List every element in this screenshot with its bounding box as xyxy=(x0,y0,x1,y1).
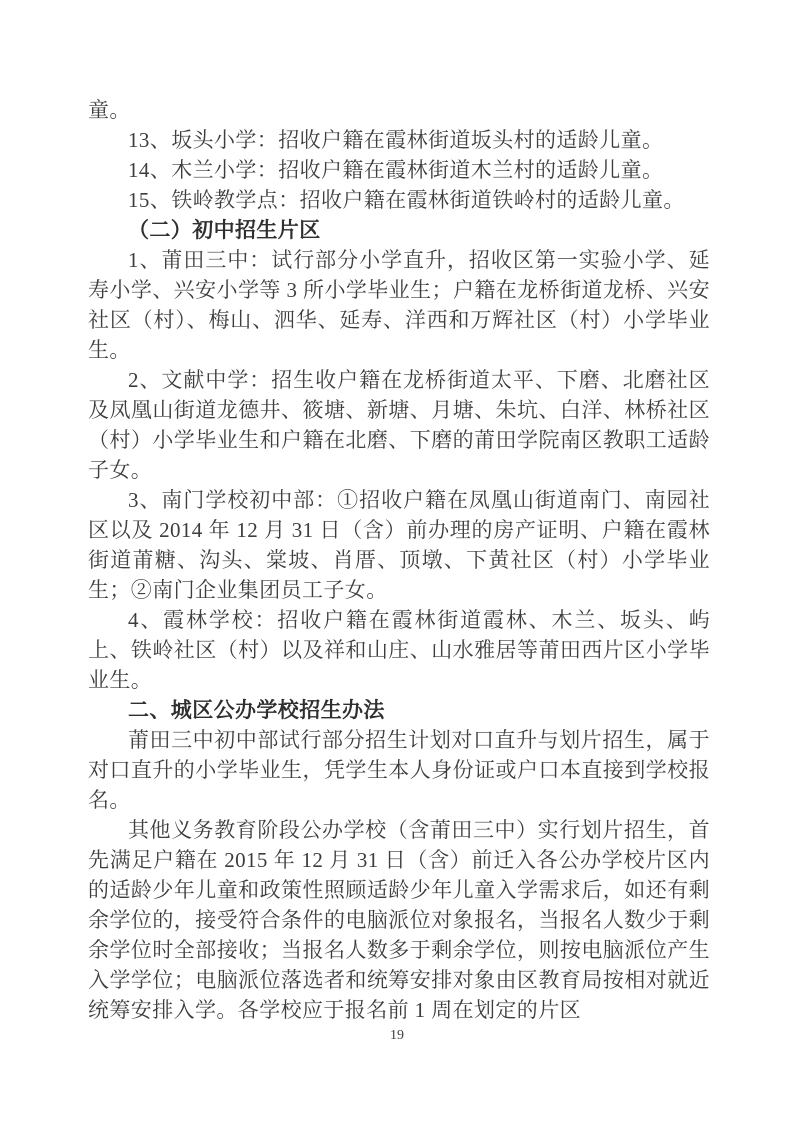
list-item-junior-3: 3、南门学校初中部：①招收户籍在凤凰山街道南门、南园社区以及 2014 年 12 月 31 日（含）前办理的房产证明、户籍在霞林街道莆糖、沟头、棠坡、肖厝、顶墩、下黄社区（村）小学毕业生；②南门企业集团员工子女。 xyxy=(88,488,710,602)
paragraph-direct-enrollment: 莆田三中初中部试行部分招生计划对口直升与划片招生，属于对口直升的小学毕业生，凭学生本人身份证或户口本直接到学校报名。 xyxy=(88,728,710,812)
list-item-primary-15: 15、铁岭教学点：招收户籍在霞林街道铁岭村的适龄儿童。 xyxy=(128,188,685,212)
document-body xyxy=(88,95,710,1025)
list-item-junior-4: 4、霞林学校：招收户籍在霞林街道霞林、木兰、坂头、屿上、铁岭社区（村）以及祥和山庄、山水雅居等莆田西片区小学毕业生。 xyxy=(88,608,710,692)
list-item-primary-13: 13、坂头小学：招收户籍在霞林街道坂头村的适龄儿童。 xyxy=(128,128,664,152)
section-heading-enrollment-method: 二、城区公办学校招生办法 xyxy=(128,698,385,722)
subsection-heading-junior-high-districts: （二）初中招生片区 xyxy=(128,218,321,242)
list-item-junior-1: 1、莆田三中：试行部分小学直升，招收区第一实验小学、延寿小学、兴安小学等 3 所小学毕业生；户籍在龙桥街道龙桥、兴安社区（村）、梅山、泗华、延寿、洋西和万辉社区（村）小学毕业生。 xyxy=(88,248,710,362)
paragraph-district-enrollment: 其他义务教育阶段公办学校（含莆田三中）实行划片招生，首先满足户籍在 2015 年 12 月 31 日（含）前迁入各公办学校片区内的适龄少年儿童和政策性照顾适龄少年儿童入学需求后，如还有剩余学位的，接受符合条件的电脑派位对象报名，当报名人数少于剩余学位时全部接收；当报名人数多于剩余学位，则按电脑派位产生入学学位；电脑派位落选者和统筹安排对象由区教育局按相对就近统筹安排入学。各学校应于报名前 1 周在划定的片区 xyxy=(88,818,710,1022)
list-item-primary-14: 14、木兰小学：招收户籍在霞林街道木兰村的适龄儿童。 xyxy=(128,158,664,182)
list-item-junior-2: 2、文献中学：招生收户籍在龙桥街道太平、下磨、北磨社区及凤凰山街道龙德井、筱塘、新塘、月塘、朱坑、白洋、林桥社区（村）小学毕业生和户籍在北磨、下磨的莆田学院南区教职工适龄子女。 xyxy=(88,368,710,482)
page-number: 19 xyxy=(390,1028,404,1043)
paragraph-continuation: 童。 xyxy=(88,98,131,122)
